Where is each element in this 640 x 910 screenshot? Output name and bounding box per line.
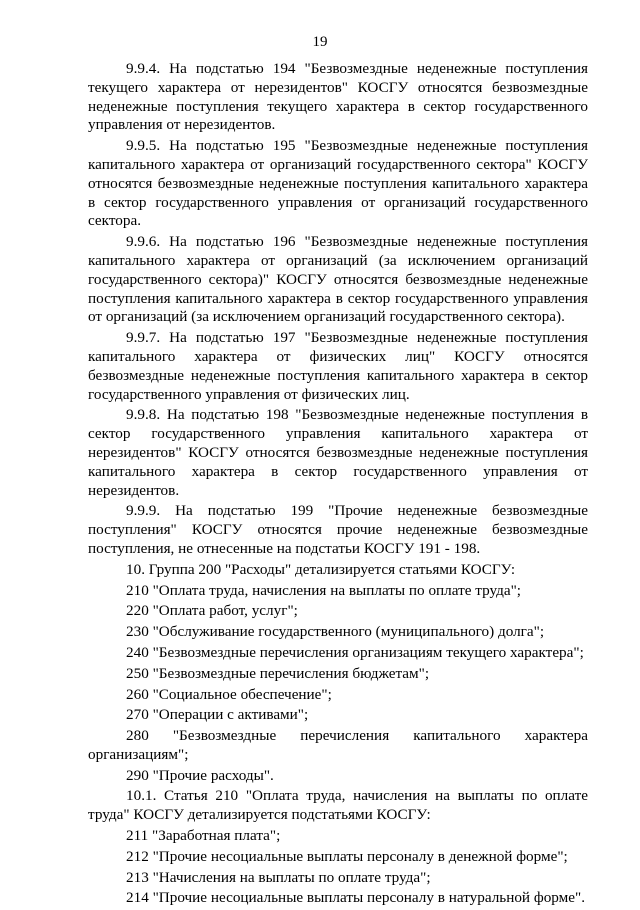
paragraph-9-9-9: 9.9.9. На подстатью 199 "Прочие неденежные безвозмездные поступления" КОСГУ относятся прочие неденежные безвозмездные поступления, не отнесенные на подстатьи КОСГУ 191 - 198.	[88, 502, 588, 557]
paragraph-9-9-6: 9.9.6. На подстатью 196 "Безвозмездные неденежные поступления капитального характера от организаций (за исключением организаций государственного сектора)" КОСГУ относятся безвозмездные неденежные поступления капитального характера в сектор государственного управления от организаций (за исключением организаций государственного сектора).	[88, 233, 588, 326]
list-item-270: 270 "Операции с активами";	[126, 706, 309, 724]
list-item-213: 213 "Начисления на выплаты по оплате труда";	[126, 868, 431, 886]
paragraph-9-9-5: 9.9.5. На подстатью 195 "Безвозмездные неденежные поступления капитального характера от организаций государственного сектора" КОСГУ относятся безвозмездные неденежные поступления капитального характера в сектор государственного управления от организаций государственного сектора.	[88, 137, 588, 230]
paragraph-9-9-7: 9.9.7. На подстатью 197 "Безвозмездные неденежные поступления капитального характера от физических лиц" КОСГУ относятся безвозмездные неденежные поступления капитального характера в сектор государственного управления от физических лиц.	[88, 329, 588, 403]
list-item-240: 240 "Безвозмездные перечисления организациям текущего характера";	[126, 643, 584, 661]
list-item-230: 230 "Обслуживание государственного (муниципального) долга";	[126, 623, 545, 641]
paragraph-9-9-8: 9.9.8. На подстатью 198 "Безвозмездные неденежные поступления в сектор государственного управления капитального характера от нерезидентов" КОСГУ относятся безвозмездные неденежные поступления капитального характера в сектор государственного управления от нерезидентов.	[88, 406, 588, 499]
list-item-260: 260 "Социальное обеспечение";	[126, 685, 332, 703]
list-item-280: 280 "Безвозмездные перечисления капитального характера организациям";	[88, 727, 588, 763]
paragraph-10: 10. Группа 200 "Расходы" детализируется статьями КОСГУ:	[126, 560, 516, 578]
list-item-210: 210 "Оплата труда, начисления на выплаты по оплате труда";	[126, 581, 522, 599]
document-body	[88, 60, 588, 910]
list-item-212: 212 "Прочие несоциальные выплаты персоналу в денежной форме";	[126, 847, 568, 865]
list-item-250: 250 "Безвозмездные перечисления бюджетам";	[126, 664, 430, 682]
list-item-290: 290 "Прочие расходы".	[126, 766, 274, 784]
page-number: 19	[312, 34, 328, 50]
paragraph-9-9-4: 9.9.4. На подстатью 194 "Безвозмездные неденежные поступления текущего характера от нерезидентов" КОСГУ относятся безвозмездные неденежные поступления текущего характера в сектор государственного управления от нерезидентов.	[88, 60, 588, 134]
paragraph-10-1: 10.1. Статья 210 "Оплата труда, начисления на выплаты по оплате труда" КОСГУ детализируется подстатьями КОСГУ:	[88, 787, 588, 824]
list-item-214: 214 "Прочие несоциальные выплаты персоналу в натуральной форме".	[126, 889, 586, 907]
list-item-220: 220 "Оплата работ, услуг";	[126, 602, 298, 620]
list-item-211: 211 "Заработная плата";	[126, 827, 281, 845]
